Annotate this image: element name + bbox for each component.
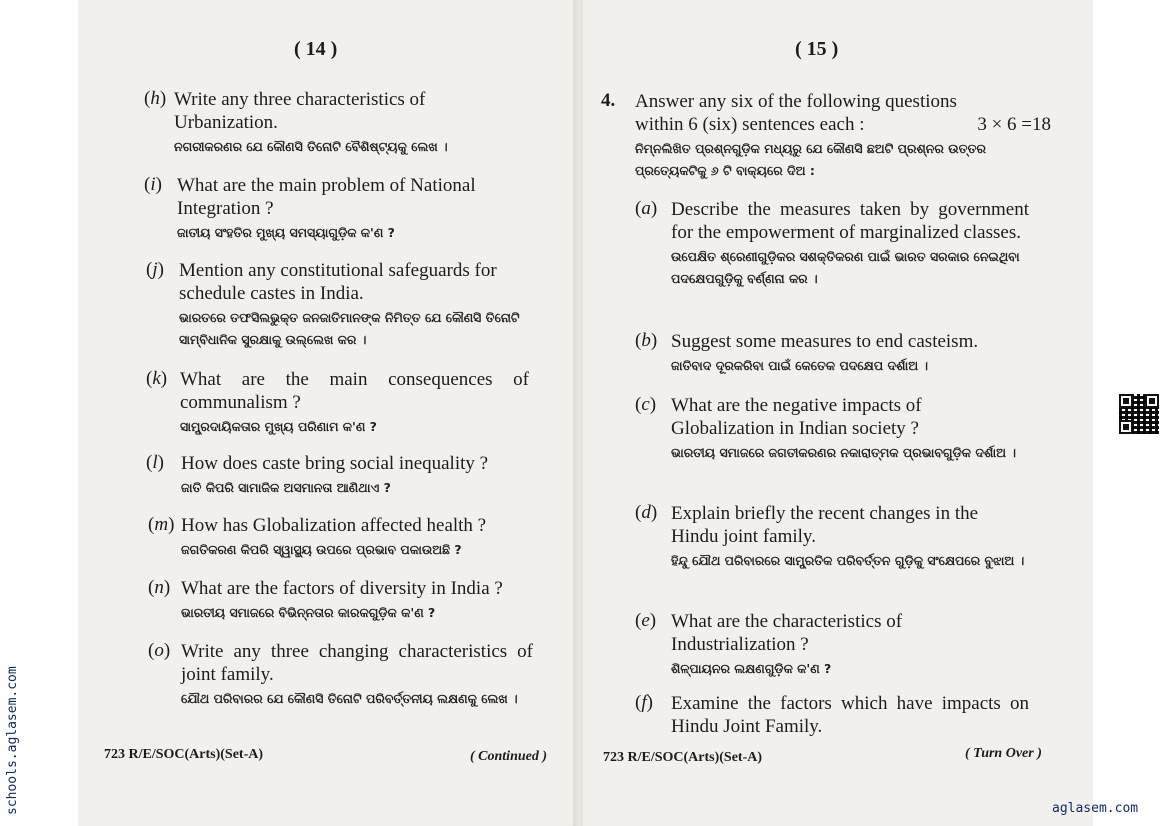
question-text-en-line2: within 6 (six) sentences each : 3 × 6 =18 (635, 114, 1051, 135)
main-question-4 (601, 90, 1051, 182)
footer-continued: ( Continued ) (470, 749, 548, 764)
question-label: (d) (635, 502, 658, 523)
question-h (144, 88, 529, 158)
question-text-odia: ସାମ୍ପ୍ରଦାୟିକତାର ମୁଖ୍ୟ ପରିଣାମ କ'ଣ ? (180, 419, 377, 434)
question-b (635, 330, 1035, 377)
question-text-odia: ଭାରତୀୟ ସମାଜରେ ଜଗତୀକରଣର ନକାରାତ୍ମକ ପ୍ରଭାବଗୁଡ଼ିକ ଦର୍ଶାଅ । (671, 445, 1016, 460)
question-label: (n) (148, 577, 171, 598)
question-text-odia: ଶିଳ୍ପାୟନର ଲକ୍ଷଣଗୁଡ଼ିକ କ'ଣ ? (671, 661, 832, 676)
question-text-en: Explain briefly the recent changes in the Hindu joint family. (671, 503, 979, 547)
question-text-odia: ଜାତି କିପରି ସାମାଜିକ ଅସମାନତା ଆଣିଥାଏ ? (181, 480, 391, 495)
question-label: (a) (635, 198, 658, 219)
marks: 3 × 6 =18 (977, 114, 1051, 135)
question-text-en: Mention any constitutional safeguards for schedule castes in India. (179, 260, 497, 304)
question-o (148, 640, 533, 710)
question-text-en: What are the characteristics of Industrialization ? (671, 611, 903, 655)
question-label: (m) (148, 514, 175, 535)
question-number: 4. (601, 90, 616, 111)
question-f (635, 692, 1029, 738)
question-label: (h) (144, 88, 167, 109)
footer-code: 723 R/E/SOC(Arts)(Set-A) (104, 747, 264, 762)
question-text-en-line1: Answer any six of the following questions (635, 91, 957, 112)
left-page (78, 0, 575, 826)
bottom-watermark: aglasem.com (1052, 801, 1139, 816)
question-text-odia: ଯୌଥ ପରିବାରର ଯେ କୌଣସି ତିନୋଟି ପରିବର୍ତ୍ତନୀୟ ଲକ୍ଷଣକୁ ଲେଖ । (181, 691, 518, 706)
question-e (635, 610, 1029, 680)
question-label: (j) (146, 259, 164, 280)
question-text-en: What are the factors of diversity in India ? (181, 578, 503, 599)
question-a (635, 198, 1029, 290)
question-text-en: Write any three characteristics of Urbanization. (174, 89, 426, 133)
question-text-odia: ଭାରତରେ ତଫସିଲଭୁକ୍ତ ଜନଜାତିମାନଙ୍କ ନିମିତ୍ତ ଯେ କୌଣସି ତିନୋଟି ସାମ୍ବିଧାନିକ ସୁରକ୍ଷାକୁ ଉଲ୍ଲେଖ କର । (179, 310, 520, 347)
question-text-en: Examine the factors which have impacts on Hindu Joint Family. (671, 693, 1029, 737)
question-text-en: Write any three changing characteristics of joint family. (181, 641, 533, 685)
question-label: (i) (144, 174, 162, 195)
page-number: ( 14 ) (294, 38, 338, 60)
footer-turn-over: ( Turn Over ) (965, 746, 1042, 761)
question-label: (e) (635, 610, 657, 631)
qr-code-icon (1119, 394, 1159, 434)
side-watermark: schools.aglasem.com (5, 666, 20, 815)
question-text-en: What are the main problem of National Integration ? (177, 175, 476, 219)
question-text-odia: ନିମ୍ନଲିଖିତ ପ୍ରଶ୍ନଗୁଡ଼ିକ ମଧ୍ୟରୁ ଯେ କୌଣସି ଛଅଟି ପ୍ରଶ୍ନର ଉତ୍ତର ପ୍ରତ୍ୟେକଟିକୁ ୬ ଟି ବାକ୍ୟରେ ଦିଅ : (635, 141, 986, 178)
question-label: (o) (148, 640, 171, 661)
question-label: (b) (635, 330, 658, 351)
page-number: ( 15 ) (795, 38, 839, 60)
question-text-en: How does caste bring social inequality ? (181, 453, 489, 474)
question-i (144, 174, 529, 244)
question-l (146, 452, 541, 499)
question-text-en: Describe the measures taken by government for the empowerment of marginalized classes. (671, 199, 1029, 243)
question-k (146, 368, 529, 438)
question-text-odia: ଭାରତୀୟ ସମାଜରେ ବିଭିନ୍ନତାର କାରକଗୁଡ଼ିକ କ'ଣ ? (181, 605, 436, 620)
question-text-odia: ଜାତିବାଦ ଦୂରକରିବା ପାଇଁ କେତେକ ପଦକ୍ଷେପ ଦର୍ଶାଅ । (671, 358, 929, 373)
question-c (635, 394, 1029, 464)
question-text-en: What are the main consequences of communalism ? (180, 369, 529, 413)
question-label: (f) (635, 692, 653, 713)
question-text-odia: ଜାତୀୟ ସଂହତିର ମୁଖ୍ୟ ସମସ୍ୟାଗୁଡ଼ିକ କ'ଣ ? (177, 225, 395, 240)
question-d (635, 502, 1029, 572)
question-m (148, 514, 543, 561)
question-text-en: What are the negative impacts of Globalization in Indian society ? (671, 395, 922, 439)
question-label: (l) (146, 452, 164, 473)
question-text-odia: ନଗରୀକରଣର ଯେ କୌଣସି ତିନୋଟି ବୈଶିଷ୍ଟ୍ୟକୁ ଲେଖ । (174, 139, 448, 154)
question-label: (k) (146, 368, 168, 389)
question-text-en: Suggest some measures to end casteism. (671, 331, 979, 352)
question-text-odia: ଜଗତିକରଣ କିପରି ସ୍ୱାସ୍ଥ୍ୟ ଉପରେ ପ୍ରଭାବ ପକାଉଅଛି ? (181, 542, 462, 557)
question-text-en: How has Globalization affected health ? (181, 515, 487, 536)
question-j (146, 259, 529, 351)
question-label: (c) (635, 394, 657, 415)
question-text-odia: ଉପେକ୍ଷିତ ଶ୍ରେଣୀଗୁଡ଼ିକର ସଶକ୍ତିକରଣ ପାଇଁ ଭାରତ ସରକାର ନେଇଥିବା ପଦକ୍ଷେପଗୁଡ଼ିକୁ ବର୍ଣ୍ଣନା କର । (671, 249, 1020, 286)
question-text-odia: ହିନ୍ଦୁ ଯୌଥ ପରିବାରରେ ସାମ୍ପ୍ରତିକ ପରିବର୍ତ୍ତନ ଗୁଡ଼ିକୁ ସଂକ୍ଷେପରେ ବୁଝାଅ । (671, 553, 1025, 568)
footer-code: 723 R/E/SOC(Arts)(Set-A) (603, 750, 763, 765)
question-n (148, 577, 543, 624)
right-page (583, 0, 1093, 826)
